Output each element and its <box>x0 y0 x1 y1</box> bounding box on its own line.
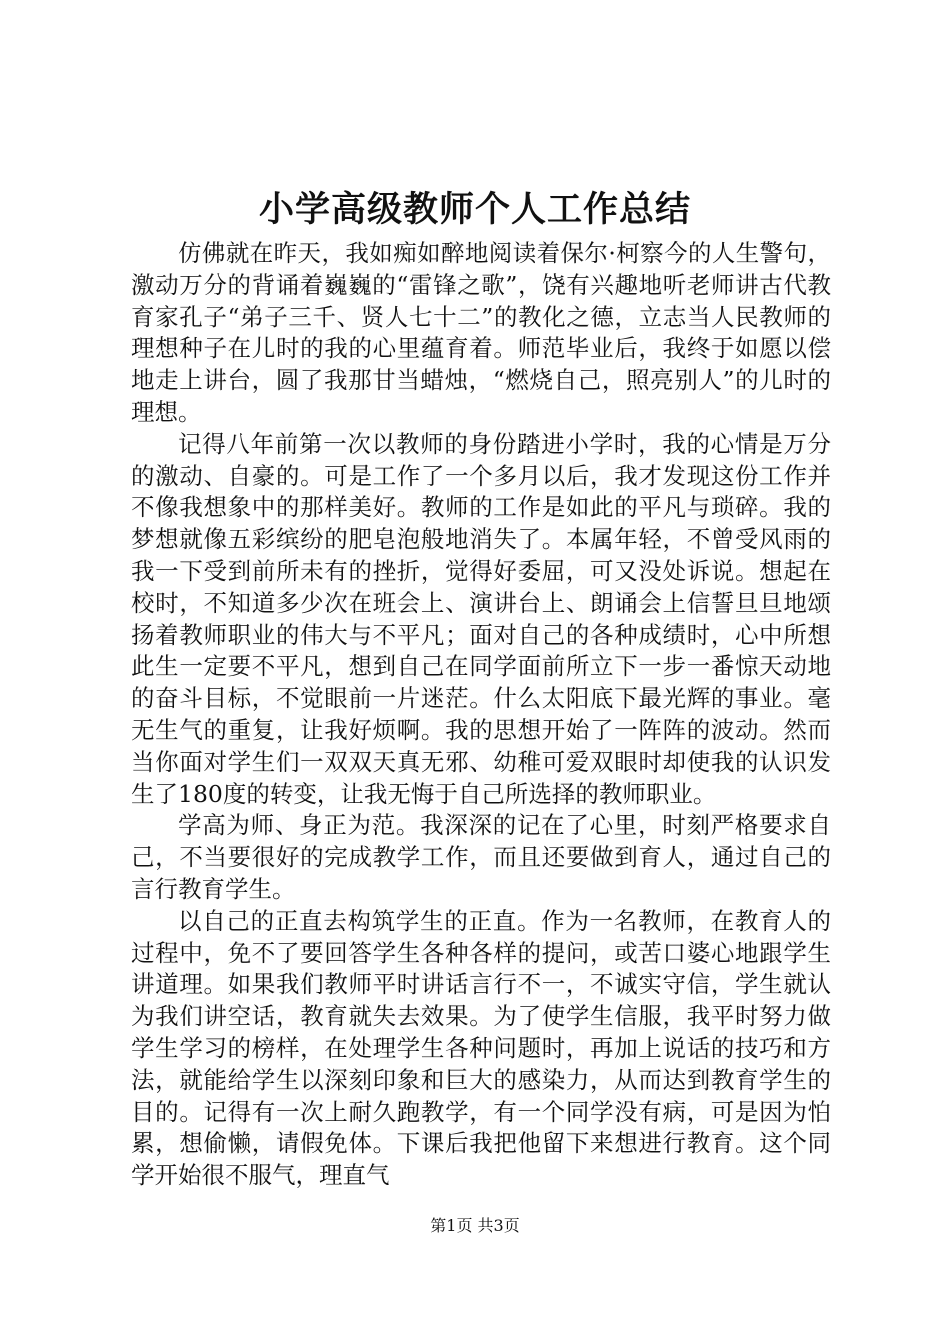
document-body <box>131 238 831 1192</box>
paragraph-2: 记得八年前第一次以教师的身份踏进小学时，我的心情是万分的激动、自豪的。可是工作了一个多月以后，我才发现这份工作并不像我想象中的那样美好。教师的工作是如此的平凡与琐碎。我的梦想就像五彩缤纷的肥皂泡般地消失了。本属年轻，不曾受风雨的我一下受到前所未有的挫折，觉得好委屈，可又没处诉说。想起在校时，不知道多少次在班会上、演讲台上、朗诵会上信誓旦旦地颂扬着教师职业的伟大与不平凡；面对自己的各种成绩时，心中所想此生一定要不平凡，想到自己在同学面前所立下一步一番惊天动地的奋斗目标，不觉眼前一片迷茫。什么太阳底下最光辉的事业。毫无生气的重复，让我好烦啊。我的思想开始了一阵阵的波动。然而当你面对学生们一双双天真无邪、幼稚可爱双眼时却使我的认识发生了180度的转变，让我无悔于自己所选择的教师职业。 <box>131 429 831 808</box>
document-title: 小学高级教师个人工作总结 <box>258 189 691 230</box>
paragraph-3: 学高为师、身正为范。我深深的记在了心里，时刻严格要求自己，不当要很好的完成教学工作，而且还要做到育人，通过自己的言行教育学生。 <box>131 811 831 903</box>
page-number-footer: 第1页 共3页 <box>430 1216 520 1235</box>
paragraph-4: 以自己的正直去构筑学生的正直。作为一名教师，在教育人的过程中，免不了要回答学生各种各样的提问，或苦口婆心地跟学生讲道理。如果我们教师平时讲话言行不一，不诚实守信，学生就认为我们讲空话，教育就失去效果。为了使学生信服，我平时努力做学生学习的榜样，在处理学生各种问题时，再加上说话的技巧和方法，就能给学生以深刻印象和巨大的感染力，从而达到教育学生的目的。记得有一次上耐久跑教学，有一个同学没有病，可是因为怕累，想偷懒，请假免体。下课后我把他留下来想进行教育。这个同学开始很不服气，理直气 <box>131 906 831 1190</box>
paragraph-1: 仿佛就在昨天，我如痴如醉地阅读着保尔·柯察今的人生警句，激动万分的背诵着巍巍的“雷锋之歌”，饶有兴趣地听老师讲古代教育家孔子“弟子三千、贤人七十二”的教化之德，立志当人民教师的理想种子在儿时的我的心里蕴育着。师范毕业后，我终于如愿以偿地走上讲台，圆了我那甘当蜡烛，“燃烧自己，照亮别人”的儿时的理想。 <box>131 239 831 426</box>
